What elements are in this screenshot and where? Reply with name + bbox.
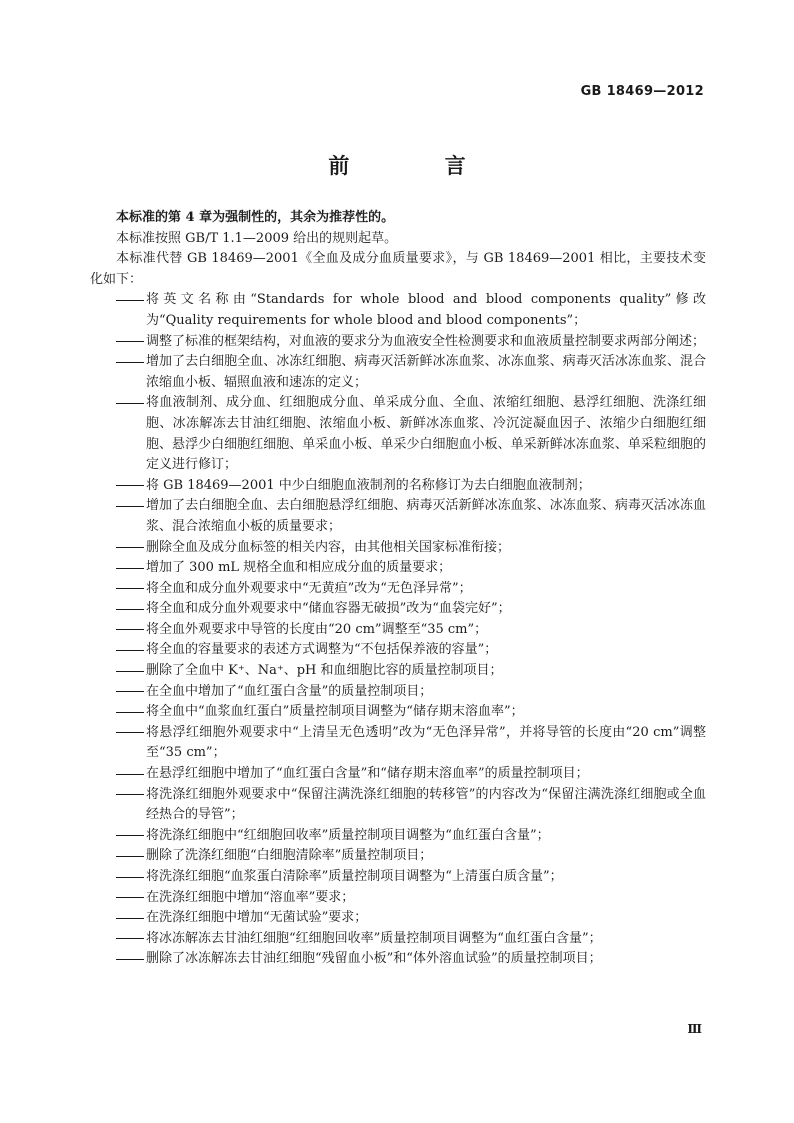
list-item: [90, 558, 706, 579]
list-item-text: 将悬浮红细胞外观要求中“上清呈无色透明”改为“无色泽异常”，并将导管的长度由“20 cm”调整至“35 cm”；: [146, 724, 706, 761]
dash-bullet: [116, 877, 144, 878]
list-item-text: 在洗涤红细胞中增加“无菌试验”要求；: [146, 910, 368, 926]
list-item: [90, 888, 706, 909]
list-item-text: 增加了 300 mL 规格全血和相应成分血的质量要求；: [146, 560, 452, 576]
list-item-text: 将血液制剂、成分血、红细胞成分血、单采成分血、全血、浓缩红细胞、悬浮红细胞、洗涤红细胞、冰冻解冻去甘油红细胞、浓缩血小板、新鲜冰冻血浆、冷沉淀凝血因子、浓缩少白细胞红细胞、悬浮少白细胞红细胞、单采血小板、单采少白细胞血小板、单采新鲜冰冻血浆、单采粒细胞的定义进行修订；: [146, 395, 706, 473]
list-item: [90, 949, 706, 970]
list-item-text: 将冰冻解冻去甘油红细胞“红细胞回收率”质量控制项目调整为“血红蛋白含量”；: [146, 930, 602, 946]
dash-bullet: [116, 609, 144, 610]
list-item-text: 将 GB 18469—2001 中少白细胞血液制剂的名称修订为去白细胞血液制剂；: [146, 477, 591, 493]
dash-bullet: [116, 341, 144, 342]
list-item-text: 删除了洗涤红细胞“白细胞清除率”质量控制项目；: [146, 848, 433, 864]
dash-bullet: [116, 403, 144, 404]
paragraph-replacement: 本标准代替 GB 18469—2001《全血及成分血质量要求》，与 GB 18469—2001 相比，主要技术变化如下：: [90, 251, 706, 287]
list-item: [90, 579, 706, 600]
list-item-text: 增加了去白细胞全血、冰冻红细胞、病毒灭活新鲜冰冻血浆、冰冻血浆、病毒灭活冰冻血浆、混合浓缩血小板、辐照血液和速冻的定义；: [146, 354, 706, 390]
list-item-text: 将洗涤红细胞“血浆蛋白清除率”质量控制项目调整为“上清蛋白质含量”；: [146, 869, 563, 884]
list-item-text: 在洗涤红细胞中增加“溶血率”要求；: [146, 889, 355, 905]
list-item: [90, 826, 706, 847]
list-item: [90, 764, 706, 785]
list-item: [90, 620, 706, 641]
dash-bullet: [116, 506, 144, 507]
document-body: [90, 208, 706, 970]
list-item-text: 调整了标准的框架结构，对血液的要求分为血液安全性检测要求和血液质量控制要求两部分阐述；: [146, 333, 706, 349]
dash-bullet: [116, 959, 144, 960]
changes-list: [90, 290, 706, 970]
list-item: [90, 332, 706, 353]
paragraph-mandatory: 本标准的第 4 章为强制性的，其余为推荐性的。: [116, 210, 395, 225]
list-item: [90, 661, 706, 682]
standard-code: GB 18469—2012: [580, 84, 704, 99]
dash-bullet: [116, 671, 144, 672]
dash-bullet: [116, 774, 144, 775]
dash-bullet: [116, 650, 144, 651]
dash-bullet: [116, 568, 144, 569]
list-item: [90, 538, 706, 559]
list-item: [90, 476, 706, 497]
list-item-text: 删除全血及成分血标签的相关内容，由其他相关国家标准衔接；: [146, 539, 511, 555]
list-item-text: 将全血外观要求中导管的长度由“20 cm”调整至“35 cm”；: [146, 621, 488, 637]
list-item: [90, 496, 706, 537]
list-item-text: 将全血中“血浆血红蛋白”质量控制项目调整为“储存期末溶血率”；: [146, 704, 524, 720]
list-item: [90, 929, 706, 950]
dash-bullet: [116, 691, 144, 692]
list-item-text: 在全血中增加了“血红蛋白含量”的质量控制项目；: [146, 683, 433, 699]
dash-bullet: [116, 629, 144, 630]
dash-bullet: [116, 547, 144, 548]
page-title: 前 言: [328, 153, 510, 178]
list-item-text: 删除了冰冻解冻去甘油红细胞“残留血小板”和“体外溶血试验”的质量控制项目；: [146, 951, 602, 967]
page-number: Ⅲ: [687, 1022, 702, 1036]
list-item: [90, 352, 706, 393]
list-item: [90, 393, 706, 475]
list-item-text: 将洗涤红细胞中“红细胞回收率”质量控制项目调整为“血红蛋白含量”；: [146, 827, 550, 843]
list-item-text: 将全血的容量要求的表述方式调整为“不包括保养液的容量”；: [146, 642, 498, 658]
paragraph-drafting-rules: 本标准按照 GB/T 1.1—2009 给出的规则起草。: [116, 230, 398, 246]
dash-bullet: [116, 918, 144, 919]
dash-bullet: [116, 362, 144, 363]
dash-bullet: [116, 835, 144, 836]
list-item: [90, 640, 706, 661]
list-item-text: 在悬浮红细胞中增加了“血红蛋白含量”和“储存期末溶血率”的质量控制项目；: [146, 766, 589, 782]
dash-bullet: [116, 588, 144, 589]
dash-bullet: [116, 300, 144, 301]
list-item: [90, 290, 706, 331]
list-item: [90, 723, 706, 764]
dash-bullet: [116, 485, 144, 486]
dash-bullet: [116, 794, 144, 795]
list-item-text: 将全血和成分血外观要求中“储血容器无破损”改为“血袋完好”；: [146, 601, 511, 617]
list-item-text: 将洗涤红细胞外观要求中“保留注满洗涤红细胞的转移管”的内容改为“保留注满洗涤红细胞或全血经热合的导管”；: [146, 786, 706, 823]
dash-bullet: [116, 712, 144, 713]
list-item: [90, 682, 706, 703]
list-item-text: 将全血和成分血外观要求中“无黄疸”改为“无色泽异常”；: [146, 580, 472, 596]
list-item-text: 增加了去白细胞全血、去白细胞悬浮红细胞、病毒灭活新鲜冰冻血浆、冰冻血浆、病毒灭活冰冻血浆、混合浓缩血小板的质量要求；: [146, 498, 706, 534]
list-item-text: 将英文名称由“Standards for whole blood and blood components quality”修改为“Quality requirements for whole blood and blood components”；: [146, 292, 706, 328]
dash-bullet: [116, 897, 144, 898]
dash-bullet: [116, 938, 144, 939]
list-item: [90, 908, 706, 929]
dash-bullet: [116, 732, 144, 733]
dash-bullet: [116, 856, 144, 857]
list-item: [90, 785, 706, 826]
list-item-text: 删除了全血中 K⁺、Na⁺、pH 和血细胞比容的质量控制项目；: [146, 663, 503, 679]
list-item: [90, 846, 706, 867]
list-item: [90, 599, 706, 620]
list-item: [90, 702, 706, 723]
list-item: [90, 867, 706, 888]
